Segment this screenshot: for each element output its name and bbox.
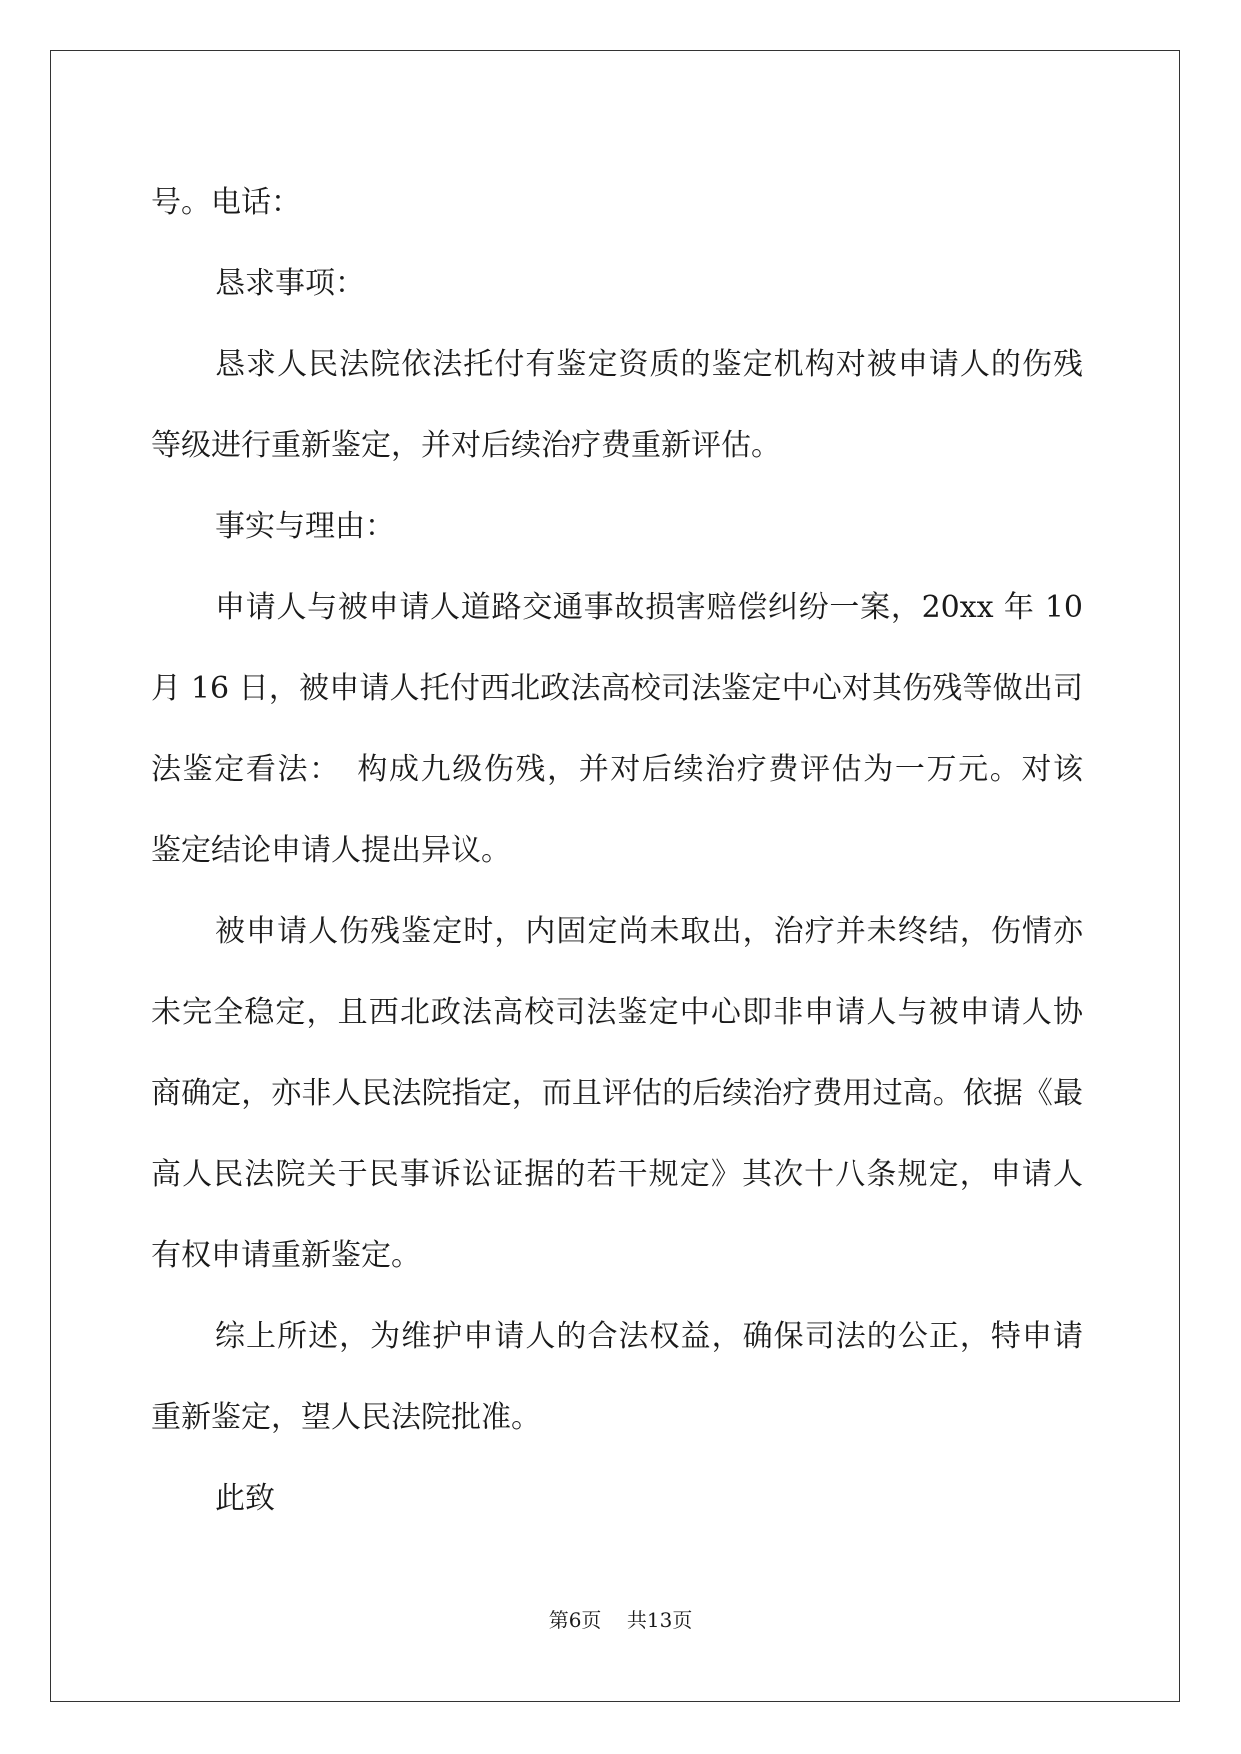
paragraph-line: 综上所述，为维护申请人的合法权益，确保司法的公正，特申请 — [215, 1319, 1083, 1354]
document-body — [151, 162, 1083, 1539]
paragraph-line: 鉴定结论申请人提出异议。 — [151, 833, 511, 868]
page-footer — [0, 1607, 1241, 1633]
paragraph-line: 等级进行重新鉴定，并对后续治疗费重新评估。 — [151, 428, 781, 463]
paragraph-line: 重新鉴定，望人民法院批准。 — [151, 1400, 541, 1435]
paragraph-line: 月 16 日，被申请人托付西北政法高校司法鉴定中心对其伤残等做出司 — [151, 671, 1083, 706]
paragraph-line: 恳求人民法院依法托付有鉴定资质的鉴定机构对被申请人的伤残 — [215, 347, 1083, 382]
total-prefix: 共 — [626, 1608, 647, 1632]
total-suffix: 页 — [672, 1608, 693, 1632]
section-heading: 事实与理由： — [215, 509, 395, 544]
paragraph-line: 商确定，亦非人民法院指定，而且评估的后续治疗费用过高。依据《最 — [151, 1076, 1083, 1111]
paragraph-line: 法鉴定看法： 构成九级伤残，并对后续治疗费评估为一万元。对该 — [151, 752, 1083, 787]
paragraph-line: 未完全稳定，且西北政法高校司法鉴定中心即非申请人与被申请人协 — [151, 995, 1083, 1030]
paragraph-line: 被申请人伤残鉴定时，内固定尚未取出，治疗并未终结，伤情亦 — [215, 914, 1083, 949]
paragraph-line: 高人民法院关于民事诉讼证据的若干规定》其次十八条规定，申请人 — [151, 1157, 1083, 1192]
page-suffix: 页 — [581, 1608, 602, 1632]
section-heading: 恳求事项： — [215, 266, 365, 301]
paragraph-line: 有权申请重新鉴定。 — [151, 1238, 421, 1273]
paragraph-line: 号。电话： — [151, 185, 301, 220]
page-number: 6 — [568, 1608, 582, 1632]
closing-salutation: 此致 — [215, 1481, 275, 1516]
paragraph-line: 申请人与被申请人道路交通事故损害赔偿纠纷一案，20xx 年 10 — [215, 590, 1083, 625]
total-pages: 13 — [646, 1608, 673, 1632]
page-prefix: 第 — [548, 1608, 569, 1632]
